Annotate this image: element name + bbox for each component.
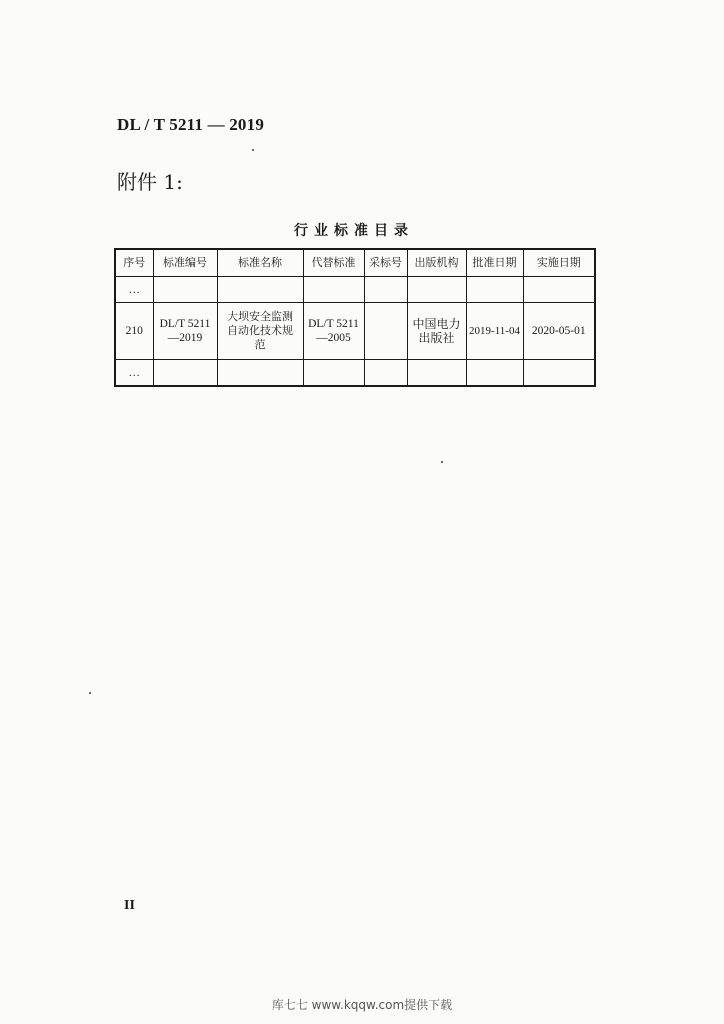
- cell-approval-date: 2019-11-04: [466, 303, 523, 360]
- col-header-standard-no: 标准编号: [153, 249, 217, 277]
- cell-replaced-standard: DL/T 5211 —2005: [303, 303, 364, 360]
- cell-adopted-no: [364, 303, 407, 360]
- attachment-label: 附件 1:: [117, 170, 183, 194]
- col-header-adopted-no: 采标号: [364, 249, 407, 277]
- col-header-replaced-standard: 代替标准: [303, 249, 364, 277]
- col-header-implementation-date: 实施日期: [523, 249, 595, 277]
- document-header: DL / T 5211 — 2019: [117, 115, 265, 134]
- download-footer: 库七七 www.kqqw.com提供下载: [271, 998, 453, 1012]
- scan-speck: [441, 461, 443, 463]
- cell-standard-no: DL/T 5211 —2019: [153, 303, 217, 360]
- scan-speck: [89, 692, 91, 694]
- col-header-standard-name: 标准名称: [217, 249, 303, 277]
- ellipsis-cell: …: [115, 277, 153, 303]
- col-header-publisher: 出版机构: [407, 249, 466, 277]
- cell-implementation-date: 2020-05-01: [523, 303, 595, 360]
- table-row: [115, 303, 595, 360]
- cell-standard-name: 大坝安全监测自动化技术规范: [217, 303, 303, 360]
- table-row: [115, 360, 595, 387]
- ellipsis-cell: …: [115, 360, 153, 387]
- table-row: [115, 277, 595, 303]
- table-header-row: [115, 249, 595, 277]
- page-number: II: [124, 898, 135, 913]
- standards-catalog-table: [114, 248, 596, 387]
- col-header-seq: 序号: [115, 249, 153, 277]
- cell-publisher: 中国电力出版社: [407, 303, 466, 360]
- scan-speck: [252, 149, 254, 151]
- col-header-approval-date: 批准日期: [466, 249, 523, 277]
- table-title: 行业标准目录: [294, 223, 414, 239]
- cell-seq: 210: [115, 303, 153, 360]
